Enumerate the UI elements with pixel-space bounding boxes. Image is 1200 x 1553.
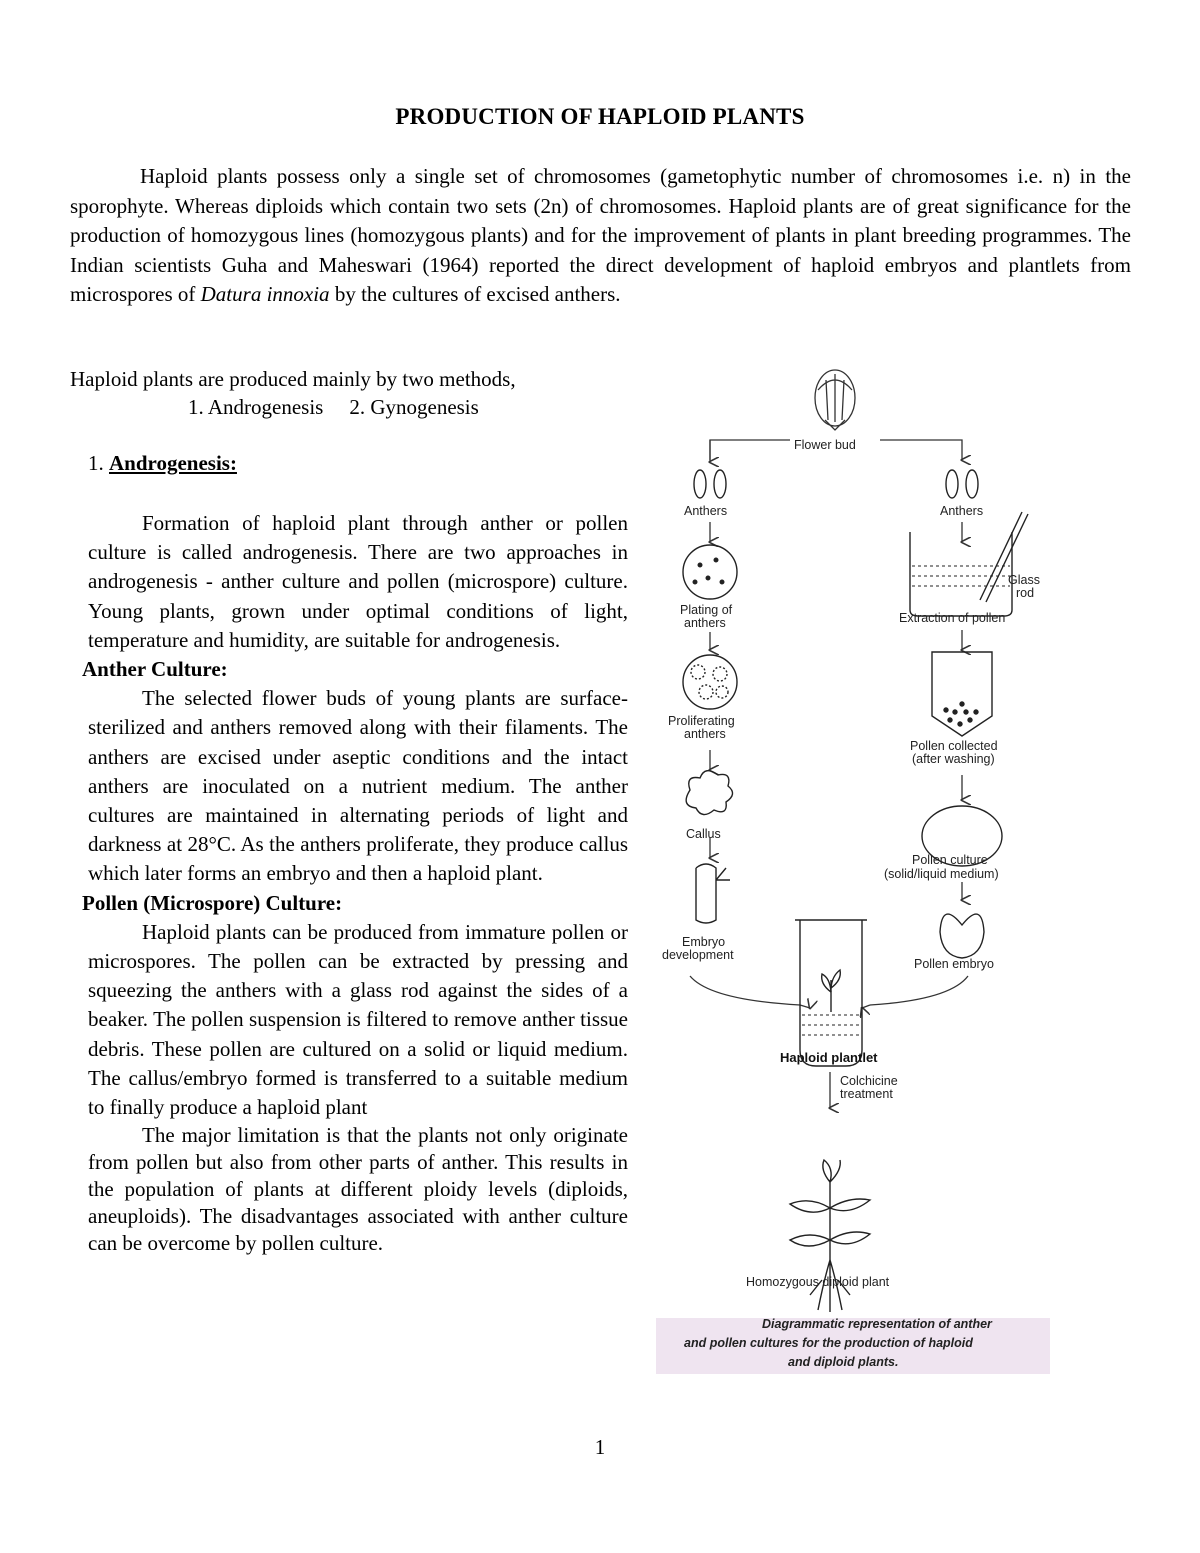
pollen-embryo-label: Pollen embryo [914, 957, 994, 971]
methods-block [70, 365, 630, 421]
pollen-culture-label-1: Pollen culture [912, 853, 988, 867]
methods-list [70, 393, 630, 421]
colchicine-label-1: Colchicine [840, 1074, 898, 1088]
plating-label-1: Plating of [680, 603, 733, 617]
androgenesis-heading [88, 451, 237, 476]
flower-bud-label: Flower bud [794, 438, 856, 452]
glass-rod-label-1: Glass [1008, 573, 1040, 587]
beaker-icon [910, 512, 1028, 616]
caption-line-1: Diagrammatic representation of anther [762, 1317, 992, 1331]
pollen-culture-label-2: (solid/liquid medium) [884, 867, 999, 881]
anther-culture-heading: Anther Culture: [82, 657, 228, 682]
colchicine-label-2: treatment [840, 1087, 893, 1101]
pollen-collected-label-2: (after washing) [912, 752, 995, 766]
anthers-left-icon [694, 470, 726, 498]
pollen-culture-paragraph: Haploid plants can be produced from immature pollen or microspores. The pollen can be extracted by pressing and squeezing the anthers with a glass rod against the sides of a beaker. The pollen suspension is filtered to remove anther tissue debris. These pollen are cultured on a solid or liquid medium. The callus/embryo formed is transferred to a suitable medium to finally produce a haploid plant [88, 919, 628, 1120]
plating-label-2: anthers [684, 616, 726, 630]
page-number: 1 [594, 1435, 606, 1459]
androgenesis-content [82, 509, 628, 1257]
androgenesis-title: Androgenesis: [109, 451, 237, 475]
embryo-icon [696, 864, 730, 923]
proliferating-label-2: anthers [684, 727, 726, 741]
embryo-label-2: development [662, 948, 734, 962]
caption-line-2: and pollen cultures for the production of haploid [684, 1336, 973, 1350]
anthers-right-label: Anthers [940, 504, 984, 518]
androgenesis-paragraph: Formation of haploid plant through anther or pollen culture is called androgenesis. There are two approaches in androgenesis - anther culture and pollen (microspore) culture. Young plants, grown under optimal conditions of light, temperature and humidity, are suitable for androgenesis. [88, 511, 628, 652]
callus-icon [686, 771, 732, 815]
method-androgenesis: 1. Androgenesis [188, 395, 324, 419]
proliferating-dish-icon [683, 655, 737, 709]
caption-line-3: and diploid plants. [788, 1355, 899, 1369]
pollen-embryo-icon [940, 914, 984, 958]
glass-rod-label-2: rod [1016, 586, 1035, 600]
callus-label: Callus [686, 827, 721, 841]
pollen-collected-label-1: Pollen collected [910, 739, 998, 753]
anthers-left-label: Anthers [684, 504, 728, 518]
diploid-plant-icon [790, 1160, 870, 1312]
petri-dish-icon [683, 545, 737, 599]
anther-culture-paragraph: The selected flower buds of young plants are surface-sterilized and anthers removed along with their filaments. The anthers are excised under aseptic conditions and the intact anthers are inoculated on a nutrient medium. The anther cultures are maintained in alternating periods of light and darkness at 28°C. As the anthers proliferate, they produce callus which later forms an embryo and then a haploid plant. [88, 686, 628, 886]
embryo-label-1: Embryo [682, 935, 726, 949]
haploid-diagram [650, 360, 1060, 1380]
page-title: PRODUCTION OF HAPLOID PLANTS [395, 104, 805, 129]
test-tube-icon [932, 652, 992, 736]
intro-paragraph [70, 162, 1131, 310]
intro-text-1: Haploid plants possess only a single set of chromosomes (gametophytic number of chromosomes i.e. n) in the sporophyte. Whereas diploids which contain two sets (2n) of chromosomes. Haploid plants are of great significance for the production of homozygous lines (homozygous plants) and for the improvement of plants in plant breeding programmes. The Indian scientists Guha and Maheswari (1964) reported the direct development of haploid embryos and plantlets from microspores of [70, 164, 1131, 306]
haploid-plantlet-label: Haploid plantlet [780, 1050, 878, 1065]
intro-text-2: by the cultures of excised anthers. [329, 282, 621, 306]
culture-tube-icon [795, 920, 867, 1066]
species-name: Datura innoxia [200, 282, 330, 306]
method-gynogenesis: 2. Gynogenesis [349, 395, 479, 419]
homozygous-label: Homozygous diploid plant [746, 1275, 890, 1289]
anthers-right-icon [946, 470, 978, 498]
limitation-paragraph: The major limitation is that the plants not only originate from pollen but also from other parts of anther. This results in the population of plants at different ploidy levels (diploids, aneuploids). The disadvantages associated with anther culture can be overcome by pollen culture. [88, 1123, 628, 1256]
pollen-culture-heading: Pollen (Microspore) Culture: [82, 890, 343, 915]
androgenesis-number: 1. [88, 451, 104, 475]
extraction-label: Extraction of pollen [899, 611, 1006, 625]
proliferating-label-1: Proliferating [668, 714, 735, 728]
methods-lead: Haploid plants are produced mainly by two methods, [70, 367, 516, 391]
flower-bud-icon [815, 370, 855, 430]
